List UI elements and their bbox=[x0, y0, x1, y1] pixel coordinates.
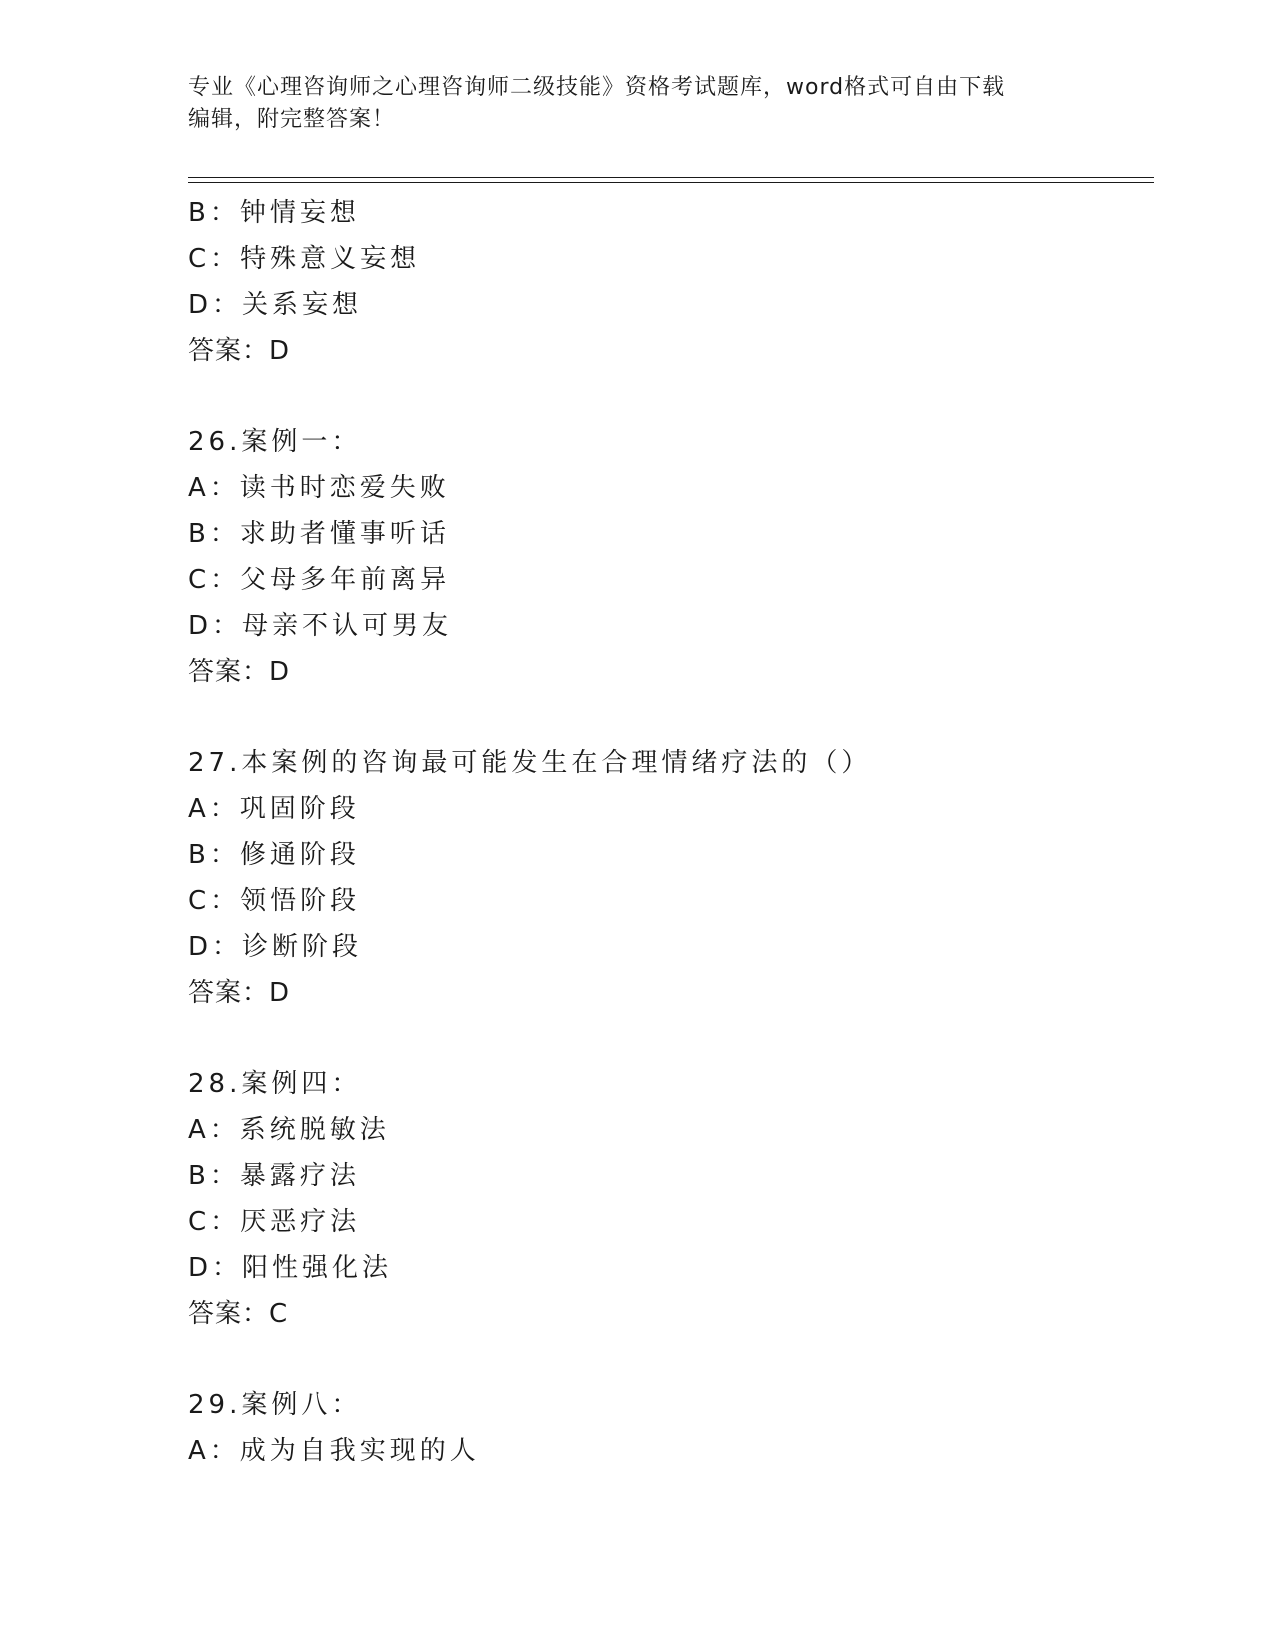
option-d: D：阳性强化法 bbox=[188, 1253, 393, 1283]
answer: 答案：C bbox=[188, 1299, 289, 1329]
question-27 bbox=[188, 740, 1148, 1016]
option-d: D：诊断阶段 bbox=[188, 932, 363, 962]
option-c: C：特殊意义妄想 bbox=[188, 244, 421, 274]
option-b: B：修通阶段 bbox=[188, 840, 360, 870]
question-26 bbox=[188, 419, 1148, 695]
question-stem: 28.案例四： bbox=[188, 1069, 362, 1099]
option-b: B：钟情妄想 bbox=[188, 198, 360, 228]
question-stem: 27.本案例的咨询最可能发生在合理情绪疗法的（） bbox=[188, 748, 872, 778]
document-header bbox=[188, 72, 1088, 136]
question-stem: 26.案例一： bbox=[188, 427, 362, 457]
option-c: C：厌恶疗法 bbox=[188, 1207, 361, 1237]
answer: 答案：D bbox=[188, 336, 291, 366]
option-d: D：母亲不认可男友 bbox=[188, 611, 453, 641]
option-a: A：巩固阶段 bbox=[188, 794, 360, 824]
option-b: B：求助者懂事听话 bbox=[188, 519, 450, 549]
header-line-1: 专业《心理咨询师之心理咨询师二级技能》资格考试题库，word格式可自由下载 bbox=[188, 75, 1006, 100]
option-c: C：父母多年前离异 bbox=[188, 565, 451, 595]
option-a: A：系统脱敏法 bbox=[188, 1115, 390, 1145]
header-divider-top bbox=[188, 177, 1154, 178]
header-divider-bottom bbox=[188, 182, 1154, 183]
question-list bbox=[188, 190, 1148, 1474]
question-25 bbox=[188, 190, 1148, 374]
option-c: C：领悟阶段 bbox=[188, 886, 361, 916]
answer: 答案：D bbox=[188, 657, 291, 687]
option-a: A：成为自我实现的人 bbox=[188, 1436, 480, 1466]
answer: 答案：D bbox=[188, 978, 291, 1008]
header-line-2: 编辑，附完整答案！ bbox=[188, 107, 396, 132]
question-28 bbox=[188, 1061, 1148, 1337]
question-29 bbox=[188, 1382, 1148, 1474]
option-a: A：读书时恋爱失败 bbox=[188, 473, 450, 503]
question-stem: 29.案例八： bbox=[188, 1390, 362, 1420]
option-b: B：暴露疗法 bbox=[188, 1161, 360, 1191]
option-d: D：关系妄想 bbox=[188, 290, 363, 320]
